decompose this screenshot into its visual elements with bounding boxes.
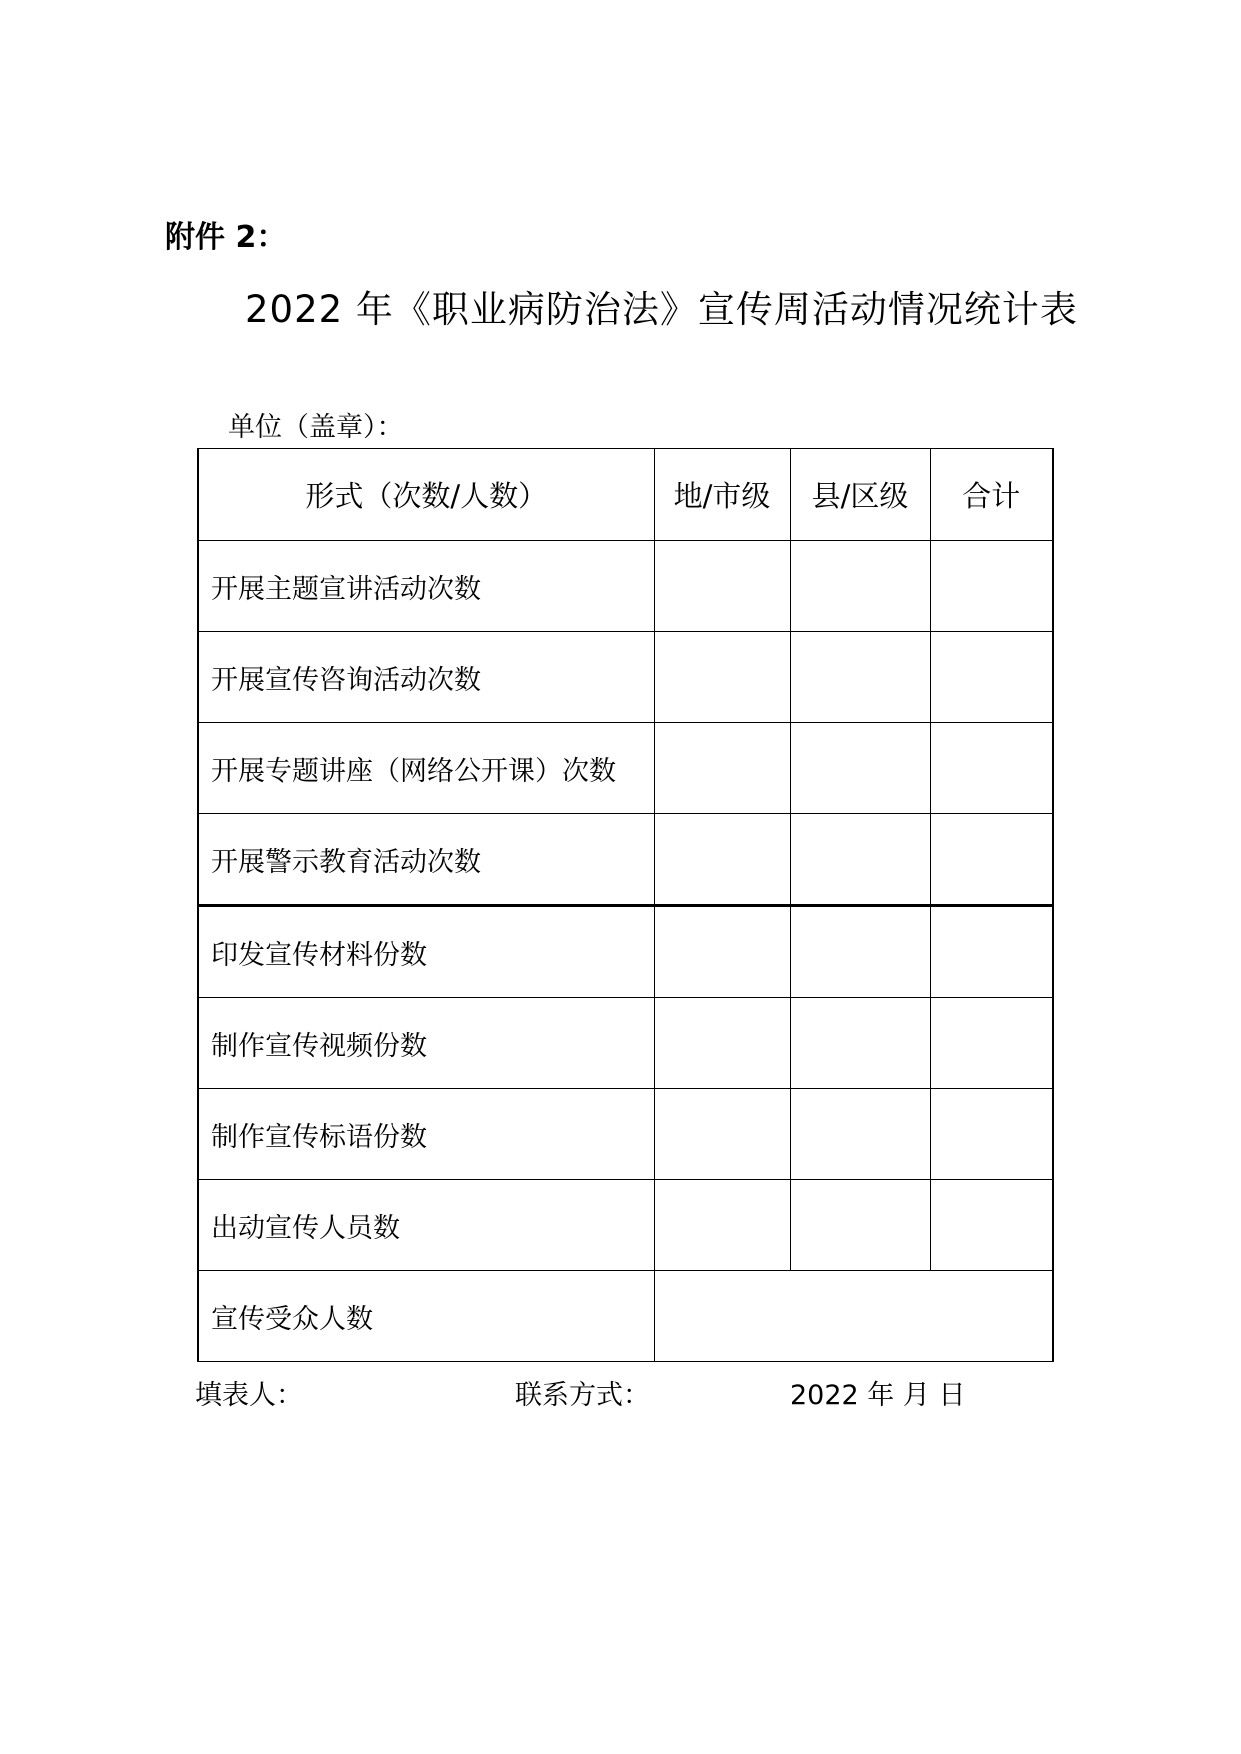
column-header-city-level: 地/市级 [654, 449, 790, 541]
input-cell-total[interactable] [930, 998, 1053, 1089]
table-row [198, 906, 1053, 998]
column-header-total: 合计 [930, 449, 1053, 541]
table-row [198, 1180, 1053, 1271]
input-cell-city[interactable] [654, 998, 790, 1089]
input-cell-city[interactable] [654, 632, 790, 723]
input-cell-city[interactable] [654, 1089, 790, 1180]
document-title: 2022 年《职业病防治法》宣传周活动情况统计表 [245, 288, 1078, 331]
statistics-table [197, 448, 1054, 1362]
table-row [198, 1271, 1053, 1362]
unit-stamp-label: 单位（盖章）： [228, 412, 404, 443]
input-cell-county[interactable] [790, 1089, 930, 1180]
input-cell-total[interactable] [930, 723, 1053, 814]
input-cell-merged[interactable] [654, 1271, 1053, 1362]
input-cell-city[interactable] [654, 541, 790, 632]
row-label: 开展专题讲座（网络公开课）次数 [198, 723, 654, 814]
input-cell-total[interactable] [930, 1180, 1053, 1271]
form-filler-label: 填表人： [195, 1380, 303, 1411]
input-cell-county[interactable] [790, 906, 930, 998]
input-cell-county[interactable] [790, 723, 930, 814]
row-label: 制作宣传标语份数 [198, 1089, 654, 1180]
row-label: 印发宣传材料份数 [198, 906, 654, 998]
table-row [198, 998, 1053, 1089]
date-field: 2022 年 月 日 [790, 1380, 966, 1411]
input-cell-total[interactable] [930, 906, 1053, 998]
input-cell-city[interactable] [654, 814, 790, 906]
input-cell-total[interactable] [930, 541, 1053, 632]
input-cell-county[interactable] [790, 632, 930, 723]
input-cell-city[interactable] [654, 906, 790, 998]
input-cell-county[interactable] [790, 541, 930, 632]
table-row [198, 814, 1053, 906]
row-label: 开展警示教育活动次数 [198, 814, 654, 906]
input-cell-total[interactable] [930, 632, 1053, 723]
table-row [198, 541, 1053, 632]
input-cell-county[interactable] [790, 998, 930, 1089]
row-label: 出动宣传人员数 [198, 1180, 654, 1271]
row-label: 宣传受众人数 [198, 1271, 654, 1362]
contact-info-label: 联系方式： [515, 1380, 650, 1411]
table-row [198, 1089, 1053, 1180]
input-cell-total[interactable] [930, 814, 1053, 906]
column-header-form: 形式（次数/人数） [198, 449, 654, 541]
table-header-row [198, 449, 1053, 541]
table-row [198, 723, 1053, 814]
input-cell-city[interactable] [654, 723, 790, 814]
input-cell-county[interactable] [790, 814, 930, 906]
attachment-label: 附件 2： [165, 220, 287, 255]
row-label: 制作宣传视频份数 [198, 998, 654, 1089]
input-cell-county[interactable] [790, 1180, 930, 1271]
column-header-county-level: 县/区级 [790, 449, 930, 541]
table-row [198, 632, 1053, 723]
row-label: 开展宣传咨询活动次数 [198, 632, 654, 723]
row-label: 开展主题宣讲活动次数 [198, 541, 654, 632]
input-cell-city[interactable] [654, 1180, 790, 1271]
input-cell-total[interactable] [930, 1089, 1053, 1180]
